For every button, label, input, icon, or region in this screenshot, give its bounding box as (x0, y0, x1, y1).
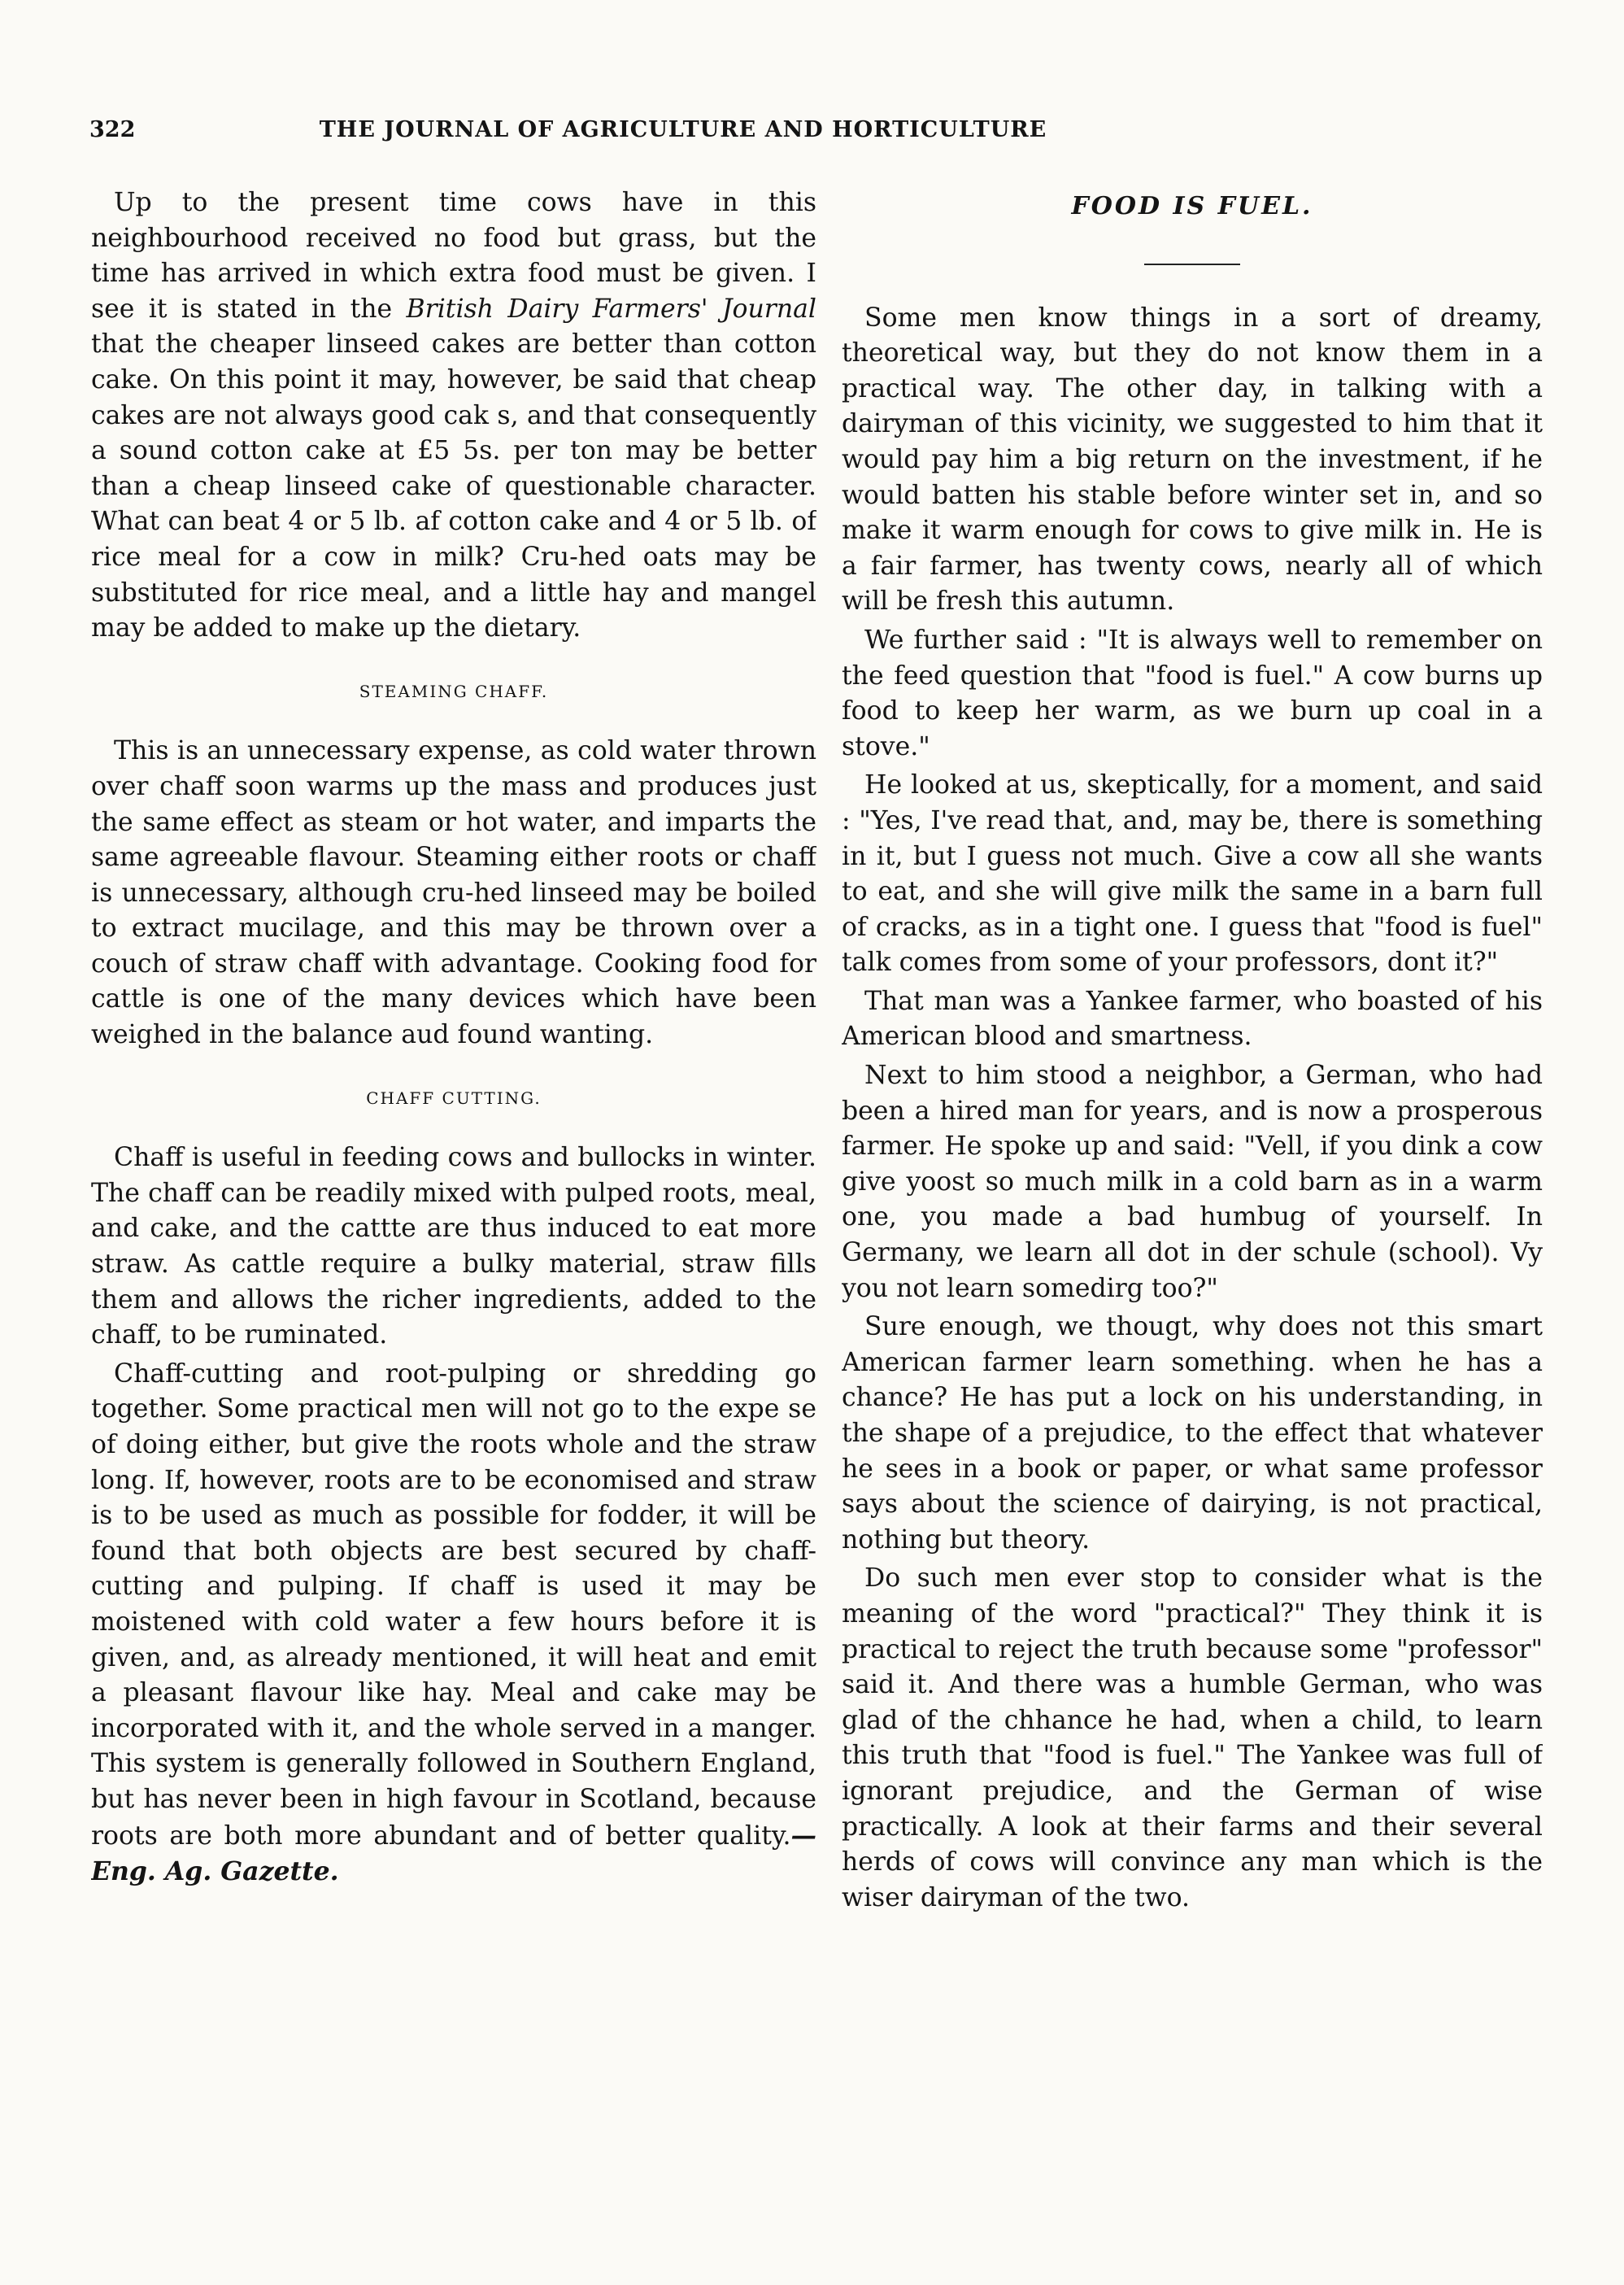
paragraph-chaff-cutting-pulping (91, 1357, 816, 1890)
paragraph-text: Up to the present time cows have in this neighbourhood received no food but grass, but the time has arrived in which extra food must be given. I see it is stated in the (91, 188, 816, 324)
journal-title: British Dairy Farmers' Journal (406, 294, 816, 324)
paragraph-further-said: We further said : "It is always well to remember on the feed question that "food is fuel." A cow burns up food to keep her warm, as we burn up coal in a stove." (842, 625, 1543, 761)
section-heading-steaming-chaff: STEAMING CHAFF. (359, 681, 549, 701)
paragraph-chaff-useful: Chaff is useful in feeding cows and bullocks in winter. The chaff can be readily mixed with pulped roots, meal, and cake, and the cattte are thus induced to eat more straw. As cattle require a bulky material, straw fills them and allows the richer ingredients, added to the chaff, to be ruminated. (91, 1143, 816, 1350)
title-divider (1144, 264, 1240, 265)
article-title: FOOD IS FUEL. (1071, 192, 1313, 220)
page-number: 322 (89, 117, 136, 142)
paragraph-text: Chaff-cutting and root-pulping or shredding go together. Some practical men will not go to the expe se of doing either, but give the roots whole and the straw long. If, however, roots are to be economised and straw is to be used as much as possible for fodder, it will be found that both objects are best secured by chaff-cutting and pulping. If chaff is used it may be moistened with cold water a few hours before it is given, and, as already mentioned, it will heat and emit a pleasant flavour like hay. Meal and cake may be incorporated with it, and the whole served in a manger. This system is generally followed in Southern England, but has never been in high favour in Scotland, because roots are both more abundant and of better quality. (91, 1358, 816, 1851)
page-header (89, 117, 1277, 153)
paragraph-looked-skeptically: He looked at us, skeptically, for a moment, and said : "Yes, I've read that, and, may be, there is something in it, but I guess not much. Give a cow all she wants to eat, and she will give milk the same in a barn full of cracks, as in a tight one. I guess that "food is fuel" talk comes from some of your professors, dont it?" (842, 770, 1543, 978)
right-column (842, 185, 1543, 2252)
paragraph-steaming-chaff: This is an unnecessary expense, as cold water thrown over chaff soon warms up the mass and produces just the same effect as steam or hot water, and imparts the same agreeable flavour. Steaming either roots or chaff is unnecessary, although cru-hed linseed may be boiled to extract mucilage, and this may be thrown over a couch of straw chaff with advantage. Cooking food for cattle is one of the many devices which have been weighed in the balance aud found wanting. (91, 736, 816, 1050)
paragraph-sure-enough: Sure enough, we thougt, why does not this smart American farmer learn something. when he has a chance? He has put a lock on his understanding, in the shape of a prejudice, to the effect that whatever he sees in a book or paper, or what same professor says about the science of dairying, is not practical, nothing but theory. (842, 1312, 1543, 1555)
left-column (91, 185, 816, 2252)
paragraph-dreamy-way: Some men know things in a sort of dreamy, theoretical way, but they do not know them in a practical way. The other day, in talking with a dairyman of this vicinity, we suggested to him that it would pay him a big return on the investment, if he would batten his stable before winter set in, and so make it warm enough for cows to give milk in. He is a fair farmer, has twenty cows, nearly all of which will be fresh this autumn. (842, 303, 1543, 617)
paragraph-german-neighbor: Next to him stood a neighbor, a German, who had been a hired man for years, and is now a prosperous farmer. He spoke up and said: "Vell, if you dink a cow give yoost so much milk in a cold barn as in a warm one, you made a bad humbug of yourself. In Germany, we learn all dot in der schule (school). Vy you not learn somedirg too?" (842, 1061, 1543, 1303)
paragraph-cattle-feeding (91, 185, 816, 647)
paragraph-text: that the cheaper linseed cakes are better than cotton cake. On this point it may, however, be said that cheap cakes are not always good cak s, and that consequently a sound cotton cake at £5 5s. per ton may be better than a cheap linseed cake of questionable character. What can beat 4 or 5 lb. af cotton cake and 4 or 5 lb. of rice meal for a cow in milk? Cru-hed oats may be substituted for rice meal, and a little hay and mangel may be added to make up the dietary. (91, 329, 816, 643)
paragraph-yankee-farmer: That man was a Yankee farmer, who boasted of his American blood and smartness. (842, 986, 1543, 1052)
section-heading-chaff-cutting: CHAFF CUTTING. (366, 1088, 542, 1108)
source-attribution: —Eng. Ag. Gazette. (91, 1820, 816, 1887)
paragraph-practical-meaning: Do such men ever stop to consider what is the meaning of the word "practical?" They think it is practical to reject the truth because some "professor" said it. And there was a humble German, who was glad of the chhance he had, when a child, to learn this truth that "food is fuel." The Yankee was full of ignorant prejudice, and the German of wise practically. A look at their farms and their several herds of cows will convince any man which is the wiser dairyman of the two. (842, 1563, 1543, 1912)
running-head: THE JOURNAL OF AGRICULTURE AND HORTICULTURE (319, 117, 1047, 142)
